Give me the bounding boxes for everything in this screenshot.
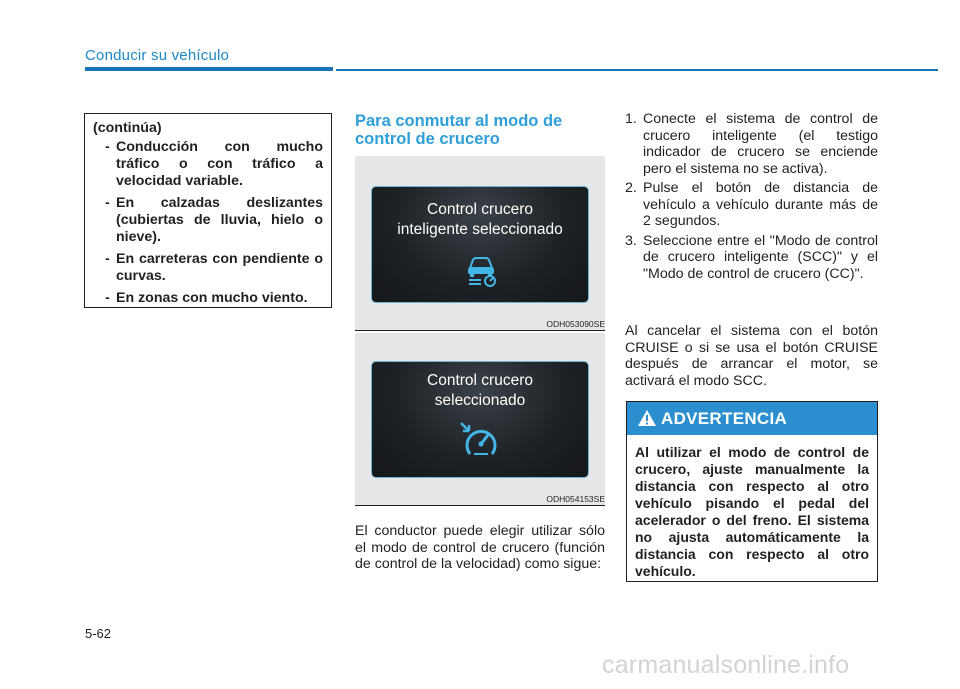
step-number: 2. bbox=[625, 180, 637, 196]
smart-cruise-icon bbox=[463, 251, 499, 287]
intro-paragraph: El conductor puede elegir utilizar sólo el modo de control de crucero (función de control de la velocidad) como sigue: bbox=[355, 523, 605, 572]
steps-list bbox=[625, 111, 878, 285]
section-header-title: Conducir su vehículo bbox=[85, 47, 230, 64]
step-text: Seleccione entre el "Modo de control de crucero inteligente (SCC)" y el "Modo de control de crucero (CC)". bbox=[643, 232, 878, 282]
figure-smart-cruise bbox=[355, 156, 605, 331]
continued-note-box bbox=[84, 113, 332, 308]
section-title: Para conmutar al modo de control de crucero bbox=[355, 112, 563, 148]
cluster-display bbox=[371, 186, 589, 303]
page-number: 5-62 bbox=[85, 626, 112, 641]
figure-rule bbox=[355, 330, 605, 331]
header-rule-dark bbox=[85, 67, 333, 71]
note-item-text: En calzadas deslizantes (cubiertas de lluvia, hielo o nieve). bbox=[116, 195, 323, 245]
list-item: - En zonas con mucho viento. bbox=[105, 290, 308, 306]
cruise-speedometer-icon bbox=[458, 420, 504, 460]
step-text: Pulse el botón de distancia de vehículo a vehículo durante más de 2 segundos. bbox=[643, 180, 878, 229]
display-line-1: Control crucero bbox=[427, 201, 533, 218]
warning-box bbox=[626, 401, 878, 582]
warning-title: ADVERTENCIA bbox=[661, 409, 788, 428]
display-line-1: Control crucero bbox=[427, 372, 533, 389]
warning-triangle-icon bbox=[638, 410, 656, 426]
step-number: 1. bbox=[625, 111, 637, 127]
list-item: - En carreteras con pendiente o curvas. bbox=[105, 251, 323, 284]
note-heading: (continúa) bbox=[93, 120, 162, 136]
display-line-2: seleccionado bbox=[434, 392, 526, 409]
step-text: Conecte el sistema de control de crucero inteligente (el testigo indicador de crucero se enciende pero el sistema no se activa). bbox=[643, 111, 878, 177]
note-item-text: En carreteras con pendiente o curvas. bbox=[116, 251, 323, 284]
header-rule-light bbox=[336, 69, 938, 71]
watermark: carmanualsonline.info bbox=[602, 651, 850, 679]
list-item: - Conducción con mucho tráfico o con tráfico a velocidad variable. bbox=[105, 139, 323, 189]
note-item-text: Conducción con mucho tráfico o con tráfico a velocidad variable. bbox=[116, 139, 323, 189]
note-item-text: En zonas con mucho viento. bbox=[116, 290, 308, 306]
cluster-display bbox=[371, 361, 589, 478]
display-line-2: inteligente seleccionado bbox=[397, 221, 563, 238]
figure-rule bbox=[355, 505, 605, 506]
note-list bbox=[93, 139, 323, 307]
list-item: - En calzadas deslizantes (cubiertas de lluvia, hielo o nieve). bbox=[105, 195, 323, 245]
figure-code: ODH053090SE bbox=[546, 319, 605, 329]
warning-text: Al utilizar el modo de control de crucero, ajuste manualmente la distancia con respecto al otro vehículo pisando el pedal del acelerador o del freno. El sistema no ajusta automáticamente la distancia con respecto al otro vehículo. bbox=[635, 444, 869, 579]
step-number: 3. bbox=[625, 232, 637, 249]
list-item bbox=[625, 180, 878, 230]
list-item bbox=[625, 233, 878, 283]
cancel-paragraph: Al cancelar el sistema con el botón CRUISE o si se usa el botón CRUISE después de arrancar el motor, se activará el modo SCC. bbox=[625, 323, 878, 389]
figure-cruise bbox=[355, 333, 605, 506]
warning-header bbox=[627, 402, 877, 435]
figure-code: ODH054153SE bbox=[546, 494, 605, 504]
list-item bbox=[625, 111, 878, 177]
